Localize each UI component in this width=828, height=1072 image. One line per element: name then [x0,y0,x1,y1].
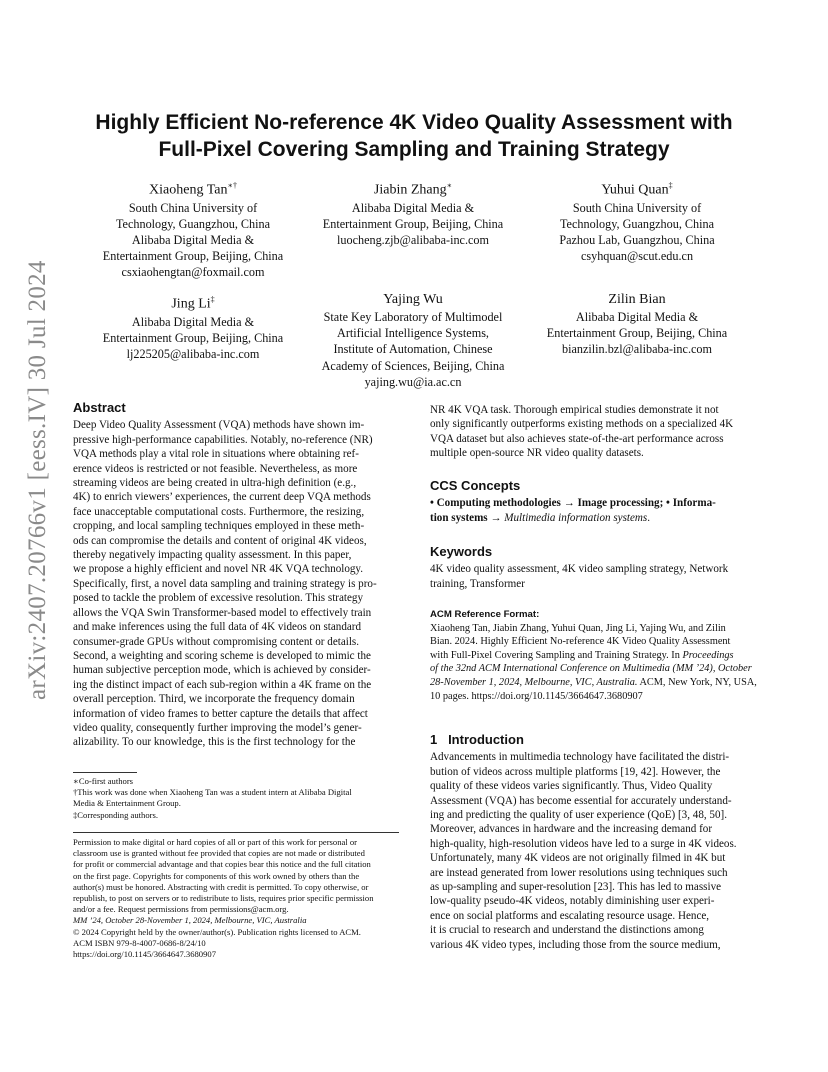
affiliation-line: Entertainment Group, Beijing, China [102,330,284,345]
text-line: low-quality pseudo-4K videos, notably diminishing user experi- [430,895,715,908]
ref-line: Bian. 2024. Highly Efficient No-reference 4K Video Quality Assessment [430,636,731,648]
author-name: Yuhui Quan‡ [601,181,673,198]
text-line: as up-sampling and super-resolution [23]. This has led to massive [430,881,722,894]
author-block [290,291,536,390]
text-line: human subjective perception mode, which is achieved by consider- [73,664,371,677]
text-line: and make inferences using the full data of 4K videos on standard [73,621,362,634]
footnote: Media & Entertainment Group. [73,798,181,809]
keywords-line: 4K video quality assessment, 4K video sampling strategy, Network [430,563,729,576]
affiliation-line: Alibaba Digital Media & [575,310,699,324]
doi-line: https://doi.org/10.1145/3664647.3680907 [73,949,216,960]
isbn-line: ACM ISBN 979-8-4007-0686-8/24/10 [73,937,206,948]
copyright-line: © 2024 Copyright held by the owner/author(s). Publication rights licensed to ACM. [73,926,361,937]
author-name: Xiaoheng Tan∗† [149,181,237,198]
title-line-2: Full-Pixel Covering Sampling and Training Strategy [158,138,670,161]
author-name: Jiabin Zhang∗ [373,181,453,198]
text-line: various 4K video types, including those from the source medium, [430,938,721,951]
author-email: luocheng.zjb@alibaba-inc.com [337,233,489,248]
permission-block [73,837,403,960]
author-email: csxiaohengtan@foxmail.com [121,265,265,280]
footnote: ∗Co-first authors [73,776,134,786]
text-line: Moreover, advances in hardware and the increasing demand for [430,823,713,836]
text-line: erence videos is restricted or not feasible. Nevertheless, as more [73,462,358,475]
affiliation-line: Alibaba Digital Media & [131,233,255,248]
text-line: it is crucial to research and understand the distinctions among [430,924,704,937]
paper-title [60,109,768,163]
affiliation-line: Institute of Automation, Chinese [333,342,493,357]
text-line: posed to tackle the problem of excessive resolution. This strategy [73,592,364,605]
keywords-line: training, Transformer [430,577,525,590]
text-line: thereby negatively impacting quality assessment. In this paper, [73,549,352,562]
permission-line: Permission to make digital or hard copies of all or part of this work for personal or [73,837,358,847]
affiliation-line: Technology, Guangzhou, China [559,216,715,231]
text-line: only significantly outperforms existing methods on a specialized 4K [430,418,734,431]
ref-line: of the 32nd ACM International Conference on Multimedia (MM ’24), October [430,663,752,675]
text-line: high-quality, high-resolution videos have led to a surge in 4K videos. [430,837,737,850]
author-name: Zilin Bian [608,292,666,307]
text-line: information of video frames to better capture the details that affect [73,707,368,720]
permission-line: classroom use is granted without fee provided that copies are not made or distributed [73,848,365,859]
ref-line: 28-November 1, 2024, Melbourne, VIC, Australia. ACM, New York, NY, USA, [430,676,757,688]
author-block [70,177,316,281]
permission-line: republish, to post on servers or to redistribute to lists, requires prior specific permission [73,893,374,904]
permission-line: on the first page. Copyrights for components of this work owned by others than the [73,870,360,881]
permission-line: for profit or commercial advantage and that copies bear this notice and the full citation [73,859,371,870]
abstract-continued [430,403,758,461]
introduction-section [430,733,758,952]
text-line: overall perception. Third, we incorporate the frequency domain [73,693,355,706]
text-line: ing and predicting the quality of user experience (QoE) [3, 48, 50]. [430,809,727,822]
ref-line: 10 pages. https://doi.org/10.1145/3664647.3680907 [430,690,643,702]
ccs-line: • Computing methodologies → Image processing; • Informa- [430,497,716,510]
text-line: quality of these videos varies significantly. Thus, Video Quality [430,780,713,793]
affiliation-line: Academy of Sciences, Beijing, China [321,358,505,373]
text-line: pressive high-performance capabilities. Notably, no-reference (NR) [73,433,373,446]
text-line: video quality, consequently further improving the model’s gener- [73,721,362,734]
text-line: we propose a highly efficient and novel NR 4K VQA technology. [73,563,364,576]
keywords-section [430,545,762,591]
conference-line: MM ’24, October 28-November 1, 2024, Melbourne, VIC, Australia [73,915,307,926]
text-line: bution of videos across multiple platforms [19, 42]. However, the [430,765,721,778]
text-line: Unfortunately, many 4K videos are not originally filmed in 4K but [430,852,726,865]
text-line: streaming videos are being created in ultra-high definition (e.g., [73,477,357,490]
affiliation-line: State Key Laboratory of Multimodel [323,310,503,324]
affiliation-line: Alibaba Digital Media & [351,200,475,215]
author-block [290,177,536,248]
ccs-line: tion systems → Multimedia information systems. [430,511,651,524]
author-email: bianzilin.bzl@alibaba-inc.com [562,342,712,357]
ref-line: Xiaoheng Tan, Jiabin Zhang, Yuhui Quan, Jing Li, Yajing Wu, and Zilin [430,622,726,634]
text-line: consumer-grade GPUs without compromising content or details. [73,635,360,648]
abstract-section [73,401,399,750]
author-name: Jing Li‡ [171,295,215,312]
text-line: cropping, and local sampling techniques employed in these meth- [73,520,365,533]
ref-line: with Full-Pixel Covering Sampling and Training Strategy. In Proceedings [430,649,734,661]
arxiv-identifier: arXiv:2407.20766v1 [eess.IV] 30 Jul 2024 [24,260,51,700]
author-block [70,291,316,362]
affiliation-line: Alibaba Digital Media & [131,314,255,329]
text-line: VQA dataset but also achieves state-of-the-art performance across [430,432,724,445]
text-line: ence on social platforms and escalating resource usage. Hence, [430,909,710,922]
author-email: yajing.wu@ia.ac.cn [364,374,462,389]
keywords-heading: Keywords [430,544,493,559]
acm-reference-heading: ACM Reference Format: [430,609,540,620]
author-email: csyhquan@scut.edu.cn [580,249,694,264]
author-email: lj225205@alibaba-inc.com [126,347,260,362]
affiliation-line: Pazhou Lab, Guangzhou, China [559,233,715,248]
text-line: Second, a weighting and scoring scheme is developed to mimic the [73,649,371,662]
footnotes [73,776,403,821]
permission-line: and/or a fee. Request permissions from permissions@acm.org. [73,904,289,915]
text-line: are instead generated from lower resolutions using techniques such [430,866,728,879]
author-block [514,177,760,264]
affiliation-line: Artificial Intelligence Systems, [337,326,489,341]
abstract-body [73,418,399,749]
affiliation-line: South China University of [128,200,258,215]
text-line: ing the distinct impact of each sub-region within a 4K frame on the [73,678,372,691]
ccs-heading: CCS Concepts [430,478,521,493]
acm-reference [430,608,760,703]
footnote: †This work was done when Xiaoheng Tan was a student intern at Alibaba Digital [73,787,352,798]
introduction-heading: 1 Introduction [430,732,524,747]
text-line: multiple open-source NR video quality datasets. [430,447,644,460]
affiliation-line: Technology, Guangzhou, China [115,216,271,231]
affiliation-line: South China University of [572,200,702,215]
text-line: 4K) to enrich viewers’ experiences, the current deep VQA methods [73,491,371,504]
text-line: Advancements in multimedia technology have facilitated the distri- [430,751,730,764]
permission-rule [73,832,399,833]
abstract-heading: Abstract [73,400,126,415]
author-name: Yajing Wu [383,292,443,307]
title-line-1: Highly Efficient No-reference 4K Video Quality Assessment with [95,111,733,134]
author-block [514,291,760,358]
text-line: ods can compromise the details and content of original 4K videos, [73,534,367,547]
text-line: VQA methods play a vital role in situations where obtaining ref- [73,448,359,461]
text-line: allows the VQA Swin Transformer-based model to effectively train [73,606,372,619]
text-line: Specifically, first, a novel data sampling and training strategy is pro- [73,577,377,590]
footnote: ‡Corresponding authors. [73,809,158,820]
ccs-section [430,479,762,525]
text-line: NR 4K VQA task. Thorough empirical studies demonstrate it not [430,404,719,416]
text-line: alizability. To our knowledge, this is the first technology for the [73,736,356,749]
affiliation-line: Entertainment Group, Beijing, China [322,216,504,231]
permission-line: author(s) must be honored. Abstracting with credit is permitted. To copy otherwise, or [73,881,369,892]
text-line: Assessment (VQA) has become essential for accurately understand- [430,794,732,807]
text-line: face unacceptable computational costs. Furthermore, the resizing, [73,505,365,518]
text-line: Deep Video Quality Assessment (VQA) methods have shown im- [73,419,365,432]
footnote-rule [73,772,137,773]
affiliation-line: Entertainment Group, Beijing, China [546,326,728,341]
affiliation-line: Entertainment Group, Beijing, China [102,249,284,264]
